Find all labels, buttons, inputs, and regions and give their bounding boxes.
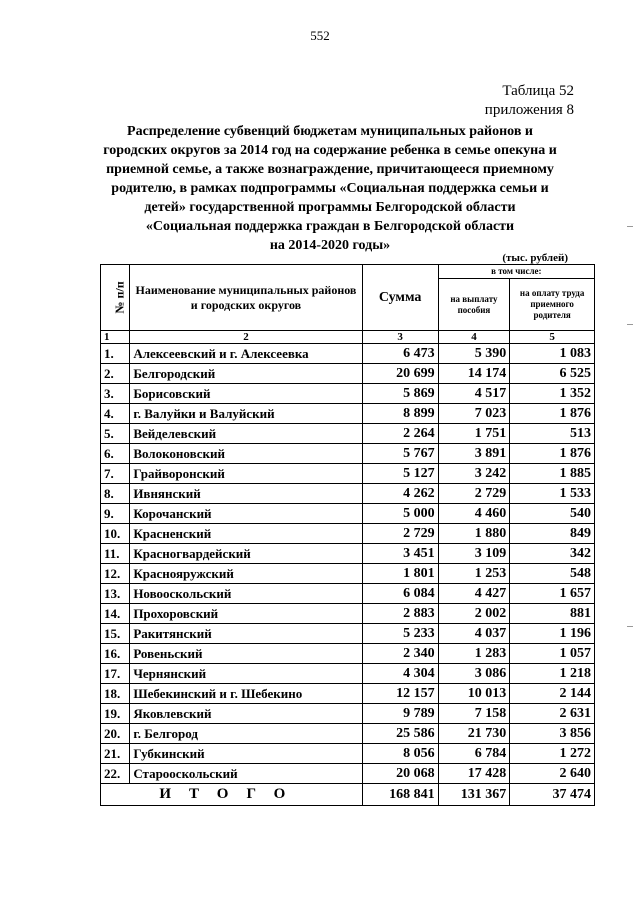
row-sum: 25 586 [362,724,438,744]
table-row [101,544,595,564]
row-parent-pay: 2 631 [510,704,595,724]
district-name: Грайворонский [130,464,362,484]
row-number: 1. [101,344,130,364]
row-benefit: 1 880 [438,524,510,544]
margin-tick [627,626,633,627]
table-row [101,624,595,644]
row-sum: 20 699 [362,364,438,384]
table-row [101,584,595,604]
row-parent-pay: 2 144 [510,684,595,704]
header-number: № п/п [101,265,130,331]
row-sum: 5 767 [362,444,438,464]
district-name: Вейделевский [130,424,362,444]
header-name: Наименование муниципальных районов и городских округов [130,265,362,331]
row-number: 10. [101,524,130,544]
row-parent-pay: 2 640 [510,764,595,784]
row-number: 15. [101,624,130,644]
header-sum: Сумма [362,265,438,331]
table-row [101,664,595,684]
district-name: Яковлевский [130,704,362,724]
district-name: Ровеньский [130,644,362,664]
district-name: г. Белгород [130,724,362,744]
row-benefit: 6 784 [438,744,510,764]
row-sum: 5 233 [362,624,438,644]
row-parent-pay: 1 218 [510,664,595,684]
row-number: 22. [101,764,130,784]
row-number: 12. [101,564,130,584]
title-line: Распределение субвенций бюджетам муниципальных районов и [127,124,533,139]
margin-tick [627,324,633,325]
row-parent-pay: 1 876 [510,444,595,464]
row-benefit: 5 390 [438,344,510,364]
row-sum: 2 729 [362,524,438,544]
title-line: детей» государственной программы Белгородской области [144,200,516,215]
column-numbers-row [101,331,595,344]
row-parent-pay: 1 352 [510,384,595,404]
row-parent-pay: 1 057 [510,644,595,664]
page-number: 552 [310,28,330,43]
row-parent-pay: 1 196 [510,624,595,644]
row-sum: 9 789 [362,704,438,724]
district-name: Губкинский [130,744,362,764]
column-number: 4 [438,331,510,344]
table-row [101,384,595,404]
title-line: приемной семье, а также вознаграждение, причитающееся приемному [106,162,554,177]
district-name: Чернянский [130,664,362,684]
district-name: Алексеевский и г. Алексеевка [130,344,362,364]
total-benefit: 131 367 [438,784,510,806]
row-sum: 2 340 [362,644,438,664]
row-number: 4. [101,404,130,424]
row-number: 7. [101,464,130,484]
row-number: 17. [101,664,130,684]
district-name: Борисовский [130,384,362,404]
column-number: 1 [101,331,130,344]
table-row [101,444,595,464]
row-parent-pay: 881 [510,604,595,624]
row-sum: 2 883 [362,604,438,624]
table-reference [485,82,574,120]
row-parent-pay: 1 083 [510,344,595,364]
row-sum: 6 473 [362,344,438,364]
title-line: городских округов за 2014 год на содержание ребенка в семье опекуна и [103,143,557,158]
row-benefit: 1 751 [438,424,510,444]
row-parent-pay: 540 [510,504,595,524]
row-sum: 5 000 [362,504,438,524]
row-parent-pay: 1 876 [510,404,595,424]
table-row [101,764,595,784]
district-name: Краснояружский [130,564,362,584]
table-row [101,724,595,744]
row-number: 9. [101,504,130,524]
row-number: 20. [101,724,130,744]
row-sum: 3 451 [362,544,438,564]
district-name: Волоконовский [130,444,362,464]
row-number: 18. [101,684,130,704]
row-benefit: 4 460 [438,504,510,524]
row-sum: 2 264 [362,424,438,444]
row-parent-pay: 3 856 [510,724,595,744]
row-benefit: 1 283 [438,644,510,664]
total-row [101,784,595,806]
table-ref-line2: приложения 8 [484,102,574,118]
row-number: 13. [101,584,130,604]
row-benefit: 2 729 [438,484,510,504]
row-benefit: 4 517 [438,384,510,404]
row-number: 11. [101,544,130,564]
table-row [101,424,595,444]
row-number: 8. [101,484,130,504]
row-number: 2. [101,364,130,384]
total-sum: 168 841 [362,784,438,806]
row-benefit: 3 109 [438,544,510,564]
row-benefit: 3 086 [438,664,510,684]
row-benefit: 10 013 [438,684,510,704]
district-name: Шебекинский и г. Шебекино [130,684,362,704]
row-benefit: 4 037 [438,624,510,644]
table-ref-line1: Таблица 52 [502,83,574,99]
row-number: 6. [101,444,130,464]
district-name: г. Валуйки и Валуйский [130,404,362,424]
district-name: Ивнянский [130,484,362,504]
row-parent-pay: 1 272 [510,744,595,764]
district-name: Прохоровский [130,604,362,624]
table-row [101,364,595,384]
table-row [101,644,595,664]
row-sum: 5 127 [362,464,438,484]
district-name: Красногвардейский [130,544,362,564]
row-number: 16. [101,644,130,664]
total-parent-pay: 37 474 [510,784,595,806]
header-parent-pay: на оплату труда приемного родителя [510,279,595,331]
title-line: «Социальная поддержка граждан в Белгородской области [145,219,515,234]
row-sum: 12 157 [362,684,438,704]
column-number: 3 [362,331,438,344]
row-number: 21. [101,744,130,764]
row-sum: 8 056 [362,744,438,764]
row-benefit: 7 023 [438,404,510,424]
table-row [101,704,595,724]
row-sum: 4 304 [362,664,438,684]
column-number: 2 [130,331,362,344]
row-benefit: 7 158 [438,704,510,724]
row-parent-pay: 342 [510,544,595,564]
table-row [101,684,595,704]
row-sum: 5 869 [362,384,438,404]
row-parent-pay: 849 [510,524,595,544]
table-row [101,344,595,364]
row-benefit: 14 174 [438,364,510,384]
row-benefit: 2 002 [438,604,510,624]
row-benefit: 3 242 [438,464,510,484]
row-parent-pay: 513 [510,424,595,444]
row-benefit: 21 730 [438,724,510,744]
row-number: 19. [101,704,130,724]
table-row [101,464,595,484]
row-parent-pay: 1 885 [510,464,595,484]
table-row [101,484,595,504]
row-number: 5. [101,424,130,444]
district-name: Красненский [130,524,362,544]
title-line: на 2014-2020 годы» [269,238,391,253]
subsidy-table [100,264,595,806]
title-line: родителю, в рамках подпрограммы «Социальная поддержка семьи и [111,181,549,196]
district-name: Новооскольский [130,584,362,604]
table-row [101,524,595,544]
table-row [101,564,595,584]
district-name: Корочанский [130,504,362,524]
row-benefit: 17 428 [438,764,510,784]
row-sum: 4 262 [362,484,438,504]
table-row [101,404,595,424]
margin-tick [627,226,633,227]
row-number: 14. [101,604,130,624]
row-parent-pay: 1 657 [510,584,595,604]
row-parent-pay: 6 525 [510,364,595,384]
column-number: 5 [510,331,595,344]
row-number: 3. [101,384,130,404]
row-sum: 20 068 [362,764,438,784]
table-row [101,504,595,524]
header-benefit: на выплату пособия [438,279,510,331]
table-row [101,604,595,624]
district-name: Ракитянский [130,624,362,644]
row-sum: 8 899 [362,404,438,424]
table-body [101,331,595,784]
district-name: Белгородский [130,364,362,384]
row-parent-pay: 548 [510,564,595,584]
header-including: в том числе: [438,265,594,279]
row-benefit: 1 253 [438,564,510,584]
row-benefit: 3 891 [438,444,510,464]
row-benefit: 4 427 [438,584,510,604]
total-label: ИТОГО [101,784,363,806]
table-row [101,744,595,764]
row-parent-pay: 1 533 [510,484,595,504]
district-name: Старооскольский [130,764,362,784]
row-sum: 6 084 [362,584,438,604]
document-title [80,122,580,255]
row-sum: 1 801 [362,564,438,584]
unit-label: (тыс. рублей) [502,252,568,264]
